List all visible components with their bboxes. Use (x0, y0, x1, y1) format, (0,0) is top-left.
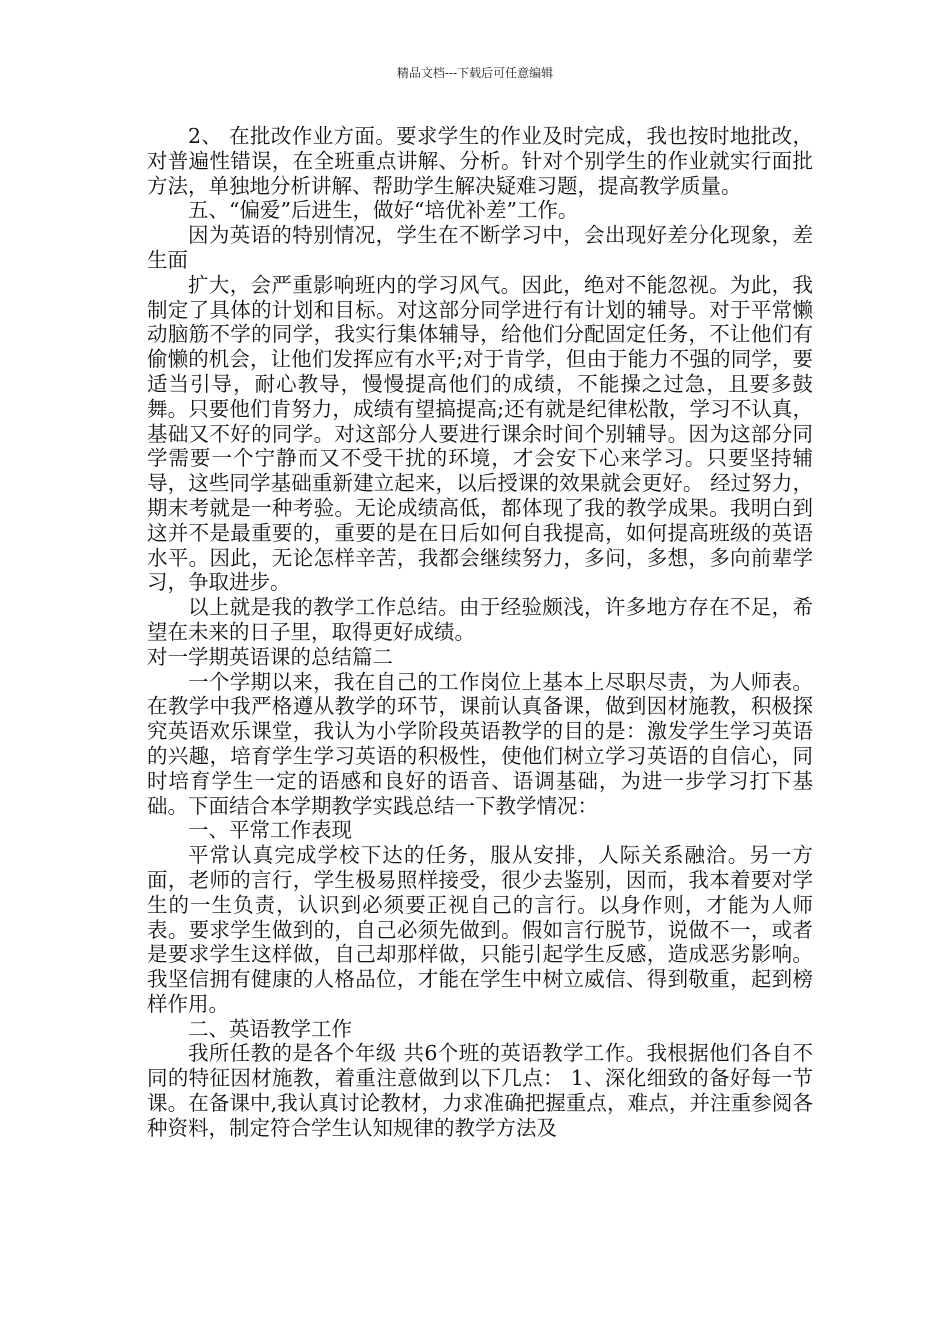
paragraph-semester-intro: 一个学期以来，我在自己的工作岗位上基本上尽职尽责，为人师表。在教学中我严格遵从教学的环节，课前认真备课，做到因材施教，积极探究英语欢乐课堂，我认为小学阶段英语教学的目的是：激发学生学习英语的兴趣，培育学生学习英语的积极性，使他们树立学习英语的自信心，同时培育学生一定的语感和良好的语音、语调基础，为进一步学习打下基础。下面结合本学期教学实践总结一下教学情况： (147, 669, 813, 818)
paragraph-english-teaching: 我所任教的是各个年级 共6个班的英语教学工作。我根据他们各自不同的特征因材施教，着重注意做到以下几点： 1、深化细致的备好每一节课。在备课中,我认真讨论教材，力求准确把握重点，难点，并注重参阅各种资料，制定符合学生认知规律的教学方法及 (147, 1041, 813, 1140)
paragraph-conclusion: 以上就是我的教学工作总结。由于经验颇浅，许多地方存在不足，希望在未来的日子里，取得更好成绩。 (147, 595, 813, 644)
paragraph-homework-correction: 2、 在批改作业方面。要求学生的作业及时完成，我也按时地批改，对普遍性错误，在全班重点讲解、分析。针对个别学生的作业就实行面批方法，单独地分析讲解、帮助学生解决疑难习题，提高教学质量。 (147, 124, 813, 198)
article-title-part-two: 对一学期英语课的总结篇二 (147, 644, 393, 669)
paragraph-tutoring-plan: 扩大，会严重影响班内的学习风气。因此，绝对不能忽视。为此，我制定了具体的计划和目标。对这部分同学进行有计划的辅导。对于平常懒动脑筋不学的同学，我实行集体辅导，给他们分配固定任务，不让他们有偷懒的机会，让他们发挥应有水平;对于肯学，但由于能力不强的同学，要适当引导，耐心教导，慢慢提高他们的成绩，不能操之过急，且要多鼓舞。只要他们肯努力，成绩有望搞提高;还有就是纪律松散，学习不认真，基础又不好的同学。对这部分人要进行课余时间个别辅导。因为这部分同学需要一个宁静而又不受干扰的环境，才会安下心来学习。只要坚持辅导，这些同学基础重新建立起来，以后授课的效果就会更好。 经过努力，期末考就是一种考验。无论成绩高低，都体现了我的教学成果。我明白到这并不是最重要的，重要的是在日后如何自我提高，如何提高班级的英语水平。因此，无论怎样辛苦，我都会继续努力，多问，多想，多向前辈学习，争取进步。 (147, 272, 813, 595)
section-heading-english-teaching: 二、英语教学工作 (188, 1016, 352, 1041)
document-body (147, 124, 813, 1141)
page-header: 精品文档---下载后可任意编辑 (396, 66, 554, 80)
paragraph-daily-work: 平常认真完成学校下达的任务，服从安排，人际关系融洽。另一方面，老师的言行，学生极易照样接受，很少去鉴别，因而，我本着要对学生的一生负责，认识到必须要正视自己的言行。以身作则，才能为人师表。要求学生做到的，自己必须先做到。假如言行脱节，说做不一，或者是要求学生这样做，自己却那样做，只能引起学生反感，造成恶劣影响。我坚信拥有健康的人格品位，才能在学生中树立威信、得到敬重，起到榜样作用。 (147, 843, 813, 1016)
section-heading-weak-students: 五、“偏爱”后进生，做好“培优补差”工作。 (188, 198, 579, 223)
section-heading-daily-work: 一、平常工作表现 (188, 818, 352, 843)
paragraph-student-gap: 因为英语的特别情况，学生在不断学习中，会出现好差分化现象，差生面 (147, 223, 813, 272)
